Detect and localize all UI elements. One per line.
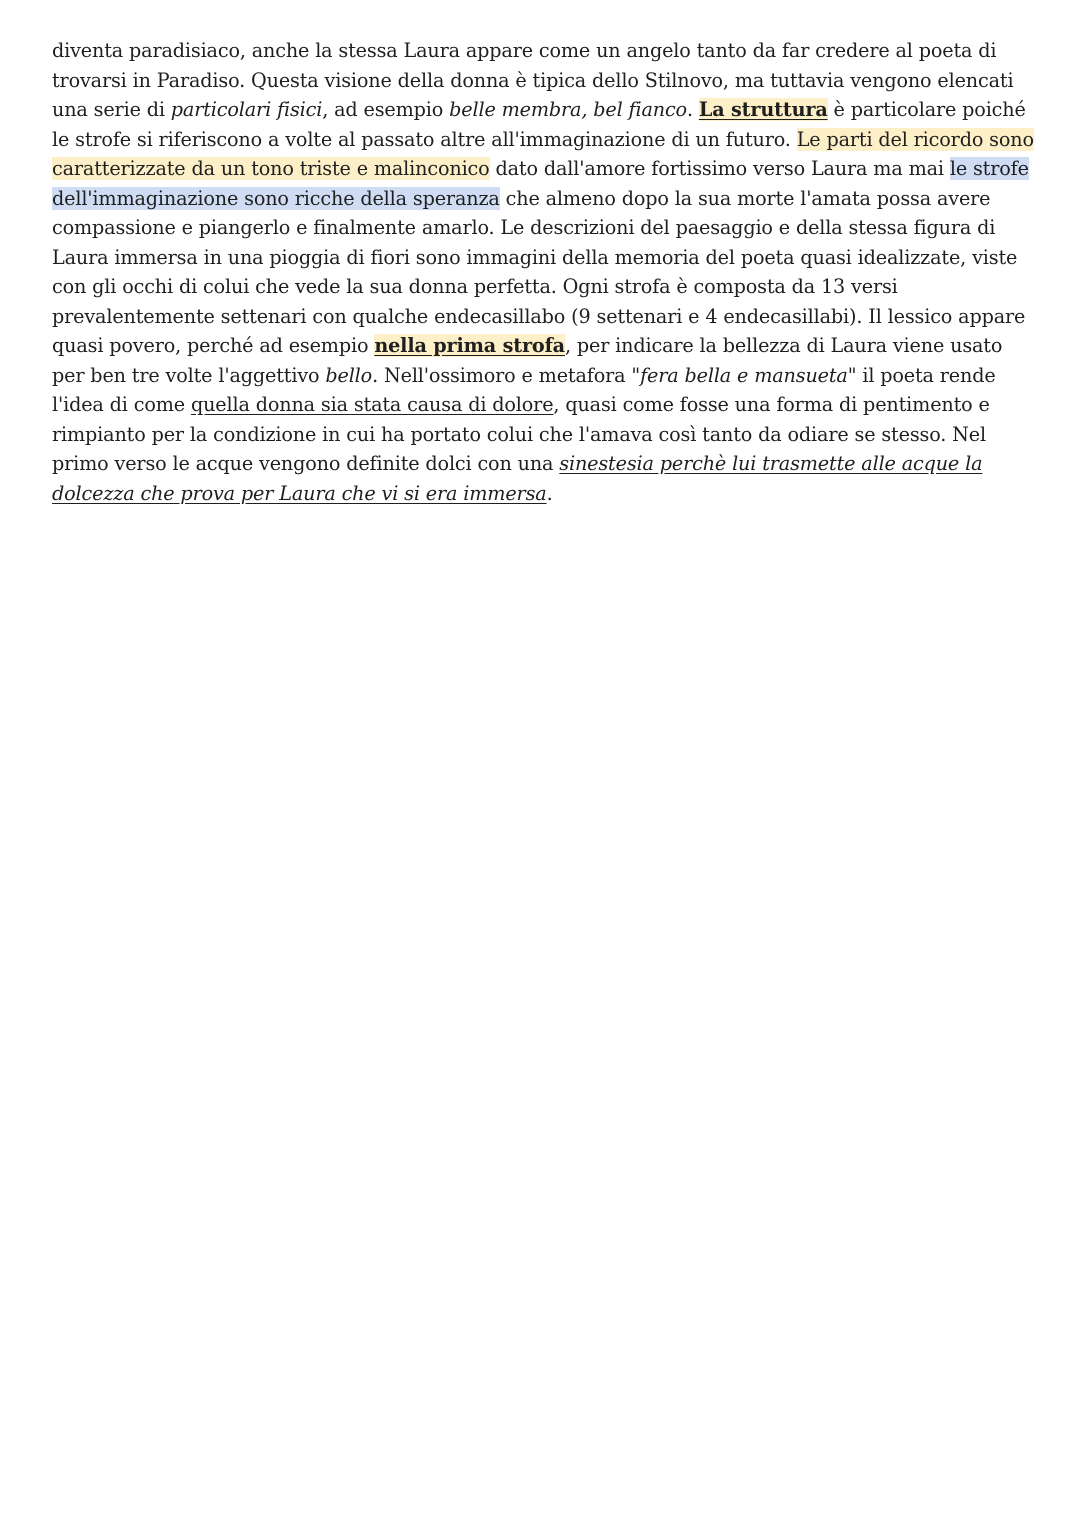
text-run: è particolare poiché le strofe si riferiscono a volte al passato altre all'immaginazione di un futuro. xyxy=(52,98,1026,151)
underlined-italic-phrase: sinestesia perchè lui trasmette alle acque la dolcezza che prova per Laura che vi si era immersa xyxy=(52,452,983,505)
blue-highlight: le strofe dell'immaginazione sono ricche della speranza xyxy=(52,157,1029,210)
text-run: . xyxy=(546,481,553,505)
highlighted-keyword: nella prima strofa xyxy=(374,334,565,357)
highlighted-keyword: La struttura xyxy=(698,98,828,121)
text-run: , quasi come fosse una forma di pentimento e rimpianto per la condizione in cui ha portato colui che l'amava così tanto da odiare se stesso. Nel primo verso le acque vengono definite dolci con una xyxy=(52,393,990,475)
italic-phrase: particolari fisici xyxy=(170,98,323,121)
italic-quote: fera bella e mansueta xyxy=(640,363,848,387)
body-paragraph xyxy=(52,36,1037,508)
text-run: , ad esempio xyxy=(322,98,450,121)
underlined-phrase: quella donna sia stata causa di dolore xyxy=(190,393,554,416)
document-page xyxy=(52,36,1037,508)
text-run: " il poeta rende l'idea di come xyxy=(52,363,996,416)
text-run: che almeno dopo la sua morte l'amata possa avere compassione e piangerlo e finalmente amarlo. Le descrizioni del paesaggio e della stessa figura di Laura immersa in una pioggia di fiori sono immagini della memoria del poeta quasi idealizzate, viste con gli occhi di colui che vede la sua donna perfetta. Ogni strofa è composta da 13 versi prevalentemente settenari con qualche endecasillabo (9 settenari e 4 endecasillabi). Il lessico appare quasi povero, perché ad esempio xyxy=(52,186,1026,357)
italic-phrase: belle membra, bel fianco xyxy=(449,98,687,121)
text-run: diventa paradisiaco, anche la stessa Laura appare come un angelo tanto da far credere al poeta di trovarsi in Paradiso. Questa visione della donna è tipica dello Stilnovo, ma tuttavia vengono elencati una serie di xyxy=(52,39,1014,121)
yellow-highlight: Le parti del ricordo sono caratterizzate da un tono triste e malinconico xyxy=(52,127,1034,180)
italic-phrase: bello xyxy=(325,363,373,387)
text-run: dato dall'amore fortissimo verso Laura ma mai xyxy=(489,157,950,180)
text-run: . Nell'ossimoro e metafora " xyxy=(372,363,641,387)
text-run: , per indicare la bellezza di Laura viene usato per ben tre volte l'aggettivo xyxy=(52,334,1003,387)
text-run: . xyxy=(686,98,699,121)
